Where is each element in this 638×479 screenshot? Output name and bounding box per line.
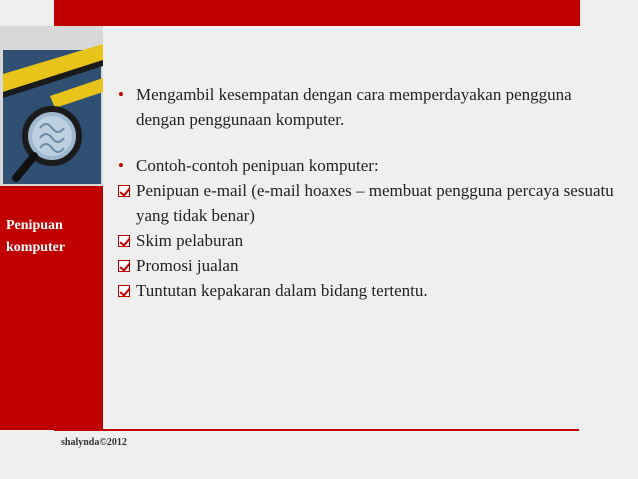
checklist-text: Skim pelaburan — [136, 231, 244, 250]
bullet-text: Mengambil kesempatan dengan cara memperdayakan pengguna dengan penggunaan komputer. — [136, 85, 572, 129]
footer-divider — [54, 429, 579, 431]
top-red-bar — [54, 0, 580, 26]
bullet-dot-icon: • — [118, 85, 124, 104]
checklist-item — [118, 228, 618, 253]
checklist-item — [118, 178, 618, 228]
checkbox-icon — [118, 285, 130, 297]
checkbox-icon — [118, 260, 130, 272]
footer-copyright: shalynda©2012 — [61, 437, 127, 448]
bullet-item — [118, 153, 618, 178]
bullet-dot-icon: • — [118, 156, 124, 175]
checklist-text: Promosi jualan — [136, 256, 239, 275]
bullet-item — [118, 82, 618, 132]
checklist-text: Penipuan e-mail (e-mail hoaxes – membuat pengguna percaya sesuatu yang tidak benar) — [136, 181, 614, 225]
checkbox-icon — [118, 185, 130, 197]
checklist-item — [118, 253, 618, 278]
slide-content — [118, 82, 618, 303]
checklist-text: Tuntutan kepakaran dalam bidang tertentu. — [136, 281, 428, 300]
checklist-item — [118, 278, 618, 303]
crime-scene-magnifier-icon — [0, 26, 103, 186]
checkbox-icon — [118, 235, 130, 247]
bullet-text: Contoh-contoh penipuan komputer: — [136, 156, 379, 175]
sidebar-title: Penipuan komputer — [6, 218, 66, 255]
